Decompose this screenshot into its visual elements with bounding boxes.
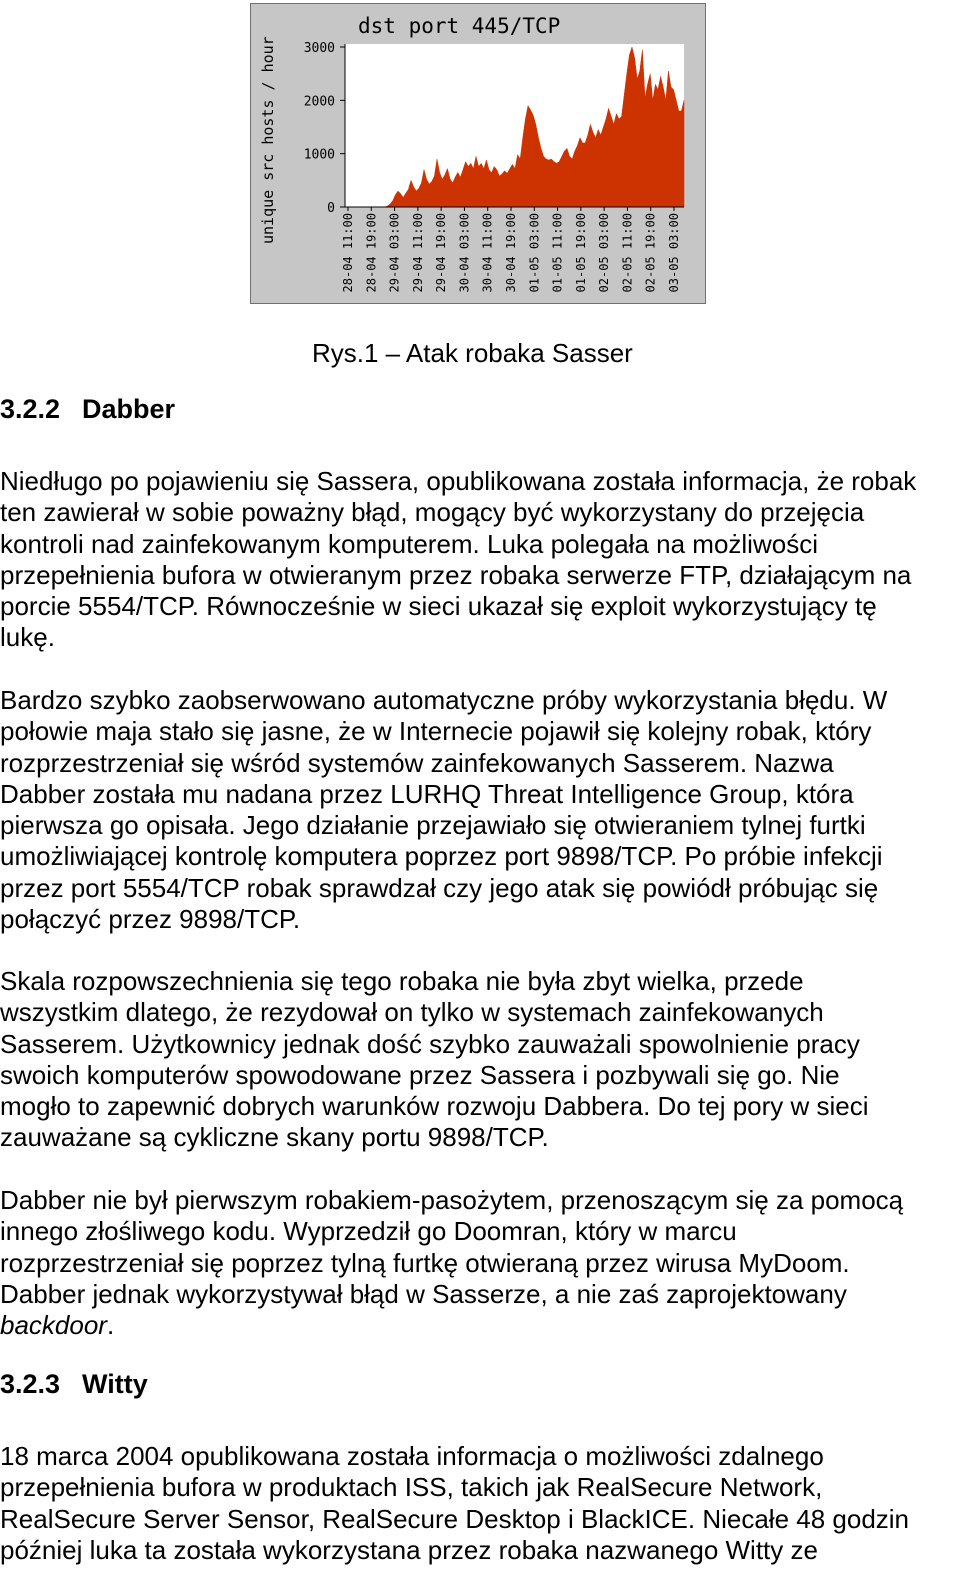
paragraph-4 xyxy=(0,1185,960,1341)
italic-term: backdoor xyxy=(0,1310,107,1341)
text-line: RealSecure Server Sensor, RealSecure Desktop i BlackICE. Niecałe 48 godzin xyxy=(0,1503,910,1534)
text-line: ten zawierał w sobie poważny błąd, mogący być wykorzystany do przejęcia xyxy=(0,497,865,528)
text-line: Sasserem. Użytkownicy jednak dość szybko zauważali spowolnienie pracy xyxy=(0,1028,860,1059)
x-tick-label: 29-04 11:00 xyxy=(410,213,425,293)
section-heading-dabber xyxy=(0,394,175,425)
x-tick-label: 30-04 03:00 xyxy=(457,213,472,293)
x-tick-label: 30-04 11:00 xyxy=(480,213,495,293)
x-tick-label: 30-04 19:00 xyxy=(504,213,518,293)
text-line: mogło to zapewnić dobrych warunków rozwoju Dabbera. Do tej pory w sieci xyxy=(0,1091,869,1122)
paragraph-1 xyxy=(0,466,960,654)
text-line-last xyxy=(0,1310,960,1341)
text-line: wszystkim dlatego, że rezydował on tylko w systemach zainfekowanych xyxy=(0,997,824,1028)
text-line: Bardzo szybko zaobserwowano automatyczne próby wykorzystania błędu. W xyxy=(0,685,888,715)
text-line: przez port 5554/TCP robak sprawdzał czy jego atak się powiódł próbując się xyxy=(0,872,879,903)
section-number: 3.2.3 xyxy=(0,1369,61,1399)
x-tick-label: 01-05 11:00 xyxy=(550,213,565,293)
text-line: Dabber jednak wykorzystywał błąd w Sasserze, a nie zaś zaprojektowany xyxy=(0,1278,847,1309)
y-axis-label: unique src hosts / hour xyxy=(259,36,277,244)
chart-figure xyxy=(250,3,706,304)
section-title: Witty xyxy=(82,1369,148,1399)
text-line: innego złośliwego kodu. Wyprzedził go Doomran, który w marcu xyxy=(0,1216,737,1247)
x-tick-label: 01-05 19:00 xyxy=(573,213,588,293)
x-tick-label: 28-04 19:00 xyxy=(364,213,379,293)
y-tick-label: 2000 xyxy=(303,94,335,110)
paragraph-2 xyxy=(0,685,960,935)
text-line: później luka ta została wykorzystana przez robaka nazwanego Witty ze xyxy=(0,1534,818,1565)
text-line: rozprzestrzeniał się wśród systemów zainfekowanych Sasserem. Nazwa xyxy=(0,747,834,778)
section-title: Dabber xyxy=(82,394,176,424)
text-tail: . xyxy=(106,1310,115,1341)
text-line: połączyć przez 9898/TCP. xyxy=(0,904,301,935)
x-tick-label: 01-05 03:00 xyxy=(527,213,542,293)
text-line: Niedługo po pojawieniu się Sassera, opublikowana została informacja, że robak xyxy=(0,466,917,496)
text-line: zauważane są cykliczne skany portu 9898/TCP. xyxy=(0,1122,549,1153)
section-heading-witty xyxy=(0,1369,148,1400)
y-tick-label: 3000 xyxy=(303,41,335,56)
paragraph-5 xyxy=(0,1441,960,1566)
text-line: Skala rozpowszechnienia się tego robaka nie była zbyt wielka, przede xyxy=(0,966,804,996)
text-line: kontroli nad zainfekowanym komputerem. Luka polegała na możliwości xyxy=(0,528,818,559)
text-line: 18 marca 2004 opublikowana została informacja o możliwości zdalnego xyxy=(0,1441,824,1471)
y-tick-label: 0 xyxy=(327,201,335,216)
text-line: przepełnienia bufora w produktach ISS, takich jak RealSecure Network, xyxy=(0,1472,823,1503)
x-tick-label: 29-04 19:00 xyxy=(434,213,449,293)
x-ticks xyxy=(341,207,681,292)
y-ticks xyxy=(304,41,345,216)
figure-caption: Rys.1 – Atak robaka Sasser xyxy=(312,338,633,368)
text-line: porcie 5554/TCP. Równocześnie w sieci ukazał się exploit wykorzystujący tę xyxy=(0,591,877,622)
text-line: rozprzestrzeniał się poprzez tylną furtkę otwieraną przez wirusa MyDoom. xyxy=(0,1247,850,1278)
text-line: lukę. xyxy=(0,622,55,653)
x-tick-label: 02-05 19:00 xyxy=(643,213,658,293)
text-line: swoich komputerów spowodowane przez Sassera i pozbywali się go. Nie xyxy=(0,1059,840,1090)
chart-svg xyxy=(251,4,707,305)
section-number: 3.2.2 xyxy=(0,394,61,424)
text-line: Dabber została mu nadana przez LURHQ Threat Intelligence Group, która xyxy=(0,778,854,809)
text-line: Dabber nie był pierwszym robakiem-pasożytem, przenoszącym się za pomocą xyxy=(0,1185,904,1215)
text-line: pierwsza go opisała. Jego działanie przejawiało się otwieraniem tylnej furtki xyxy=(0,810,866,841)
x-tick-label: 02-05 03:00 xyxy=(597,213,612,293)
x-tick-label: 03-05 03:00 xyxy=(667,213,681,293)
y-tick-label: 1000 xyxy=(303,147,335,163)
x-tick-label: 29-04 03:00 xyxy=(387,213,402,293)
x-tick-label: 02-05 11:00 xyxy=(620,213,635,293)
x-tick-label: 28-04 11:00 xyxy=(341,213,355,293)
text-line: połowie maja stało się jasne, że w Internecie pojawił się kolejny robak, który xyxy=(0,716,872,747)
text-line: przepełnienia bufora w otwieranym przez robaka serwerze FTP, działającym na xyxy=(0,559,912,590)
paragraph-3 xyxy=(0,966,960,1154)
chart-title: dst port 445/TCP xyxy=(358,14,561,38)
text-line: umożliwiającej kontrolę komputera poprzez port 9898/TCP. Po próbie infekcji xyxy=(0,841,883,872)
